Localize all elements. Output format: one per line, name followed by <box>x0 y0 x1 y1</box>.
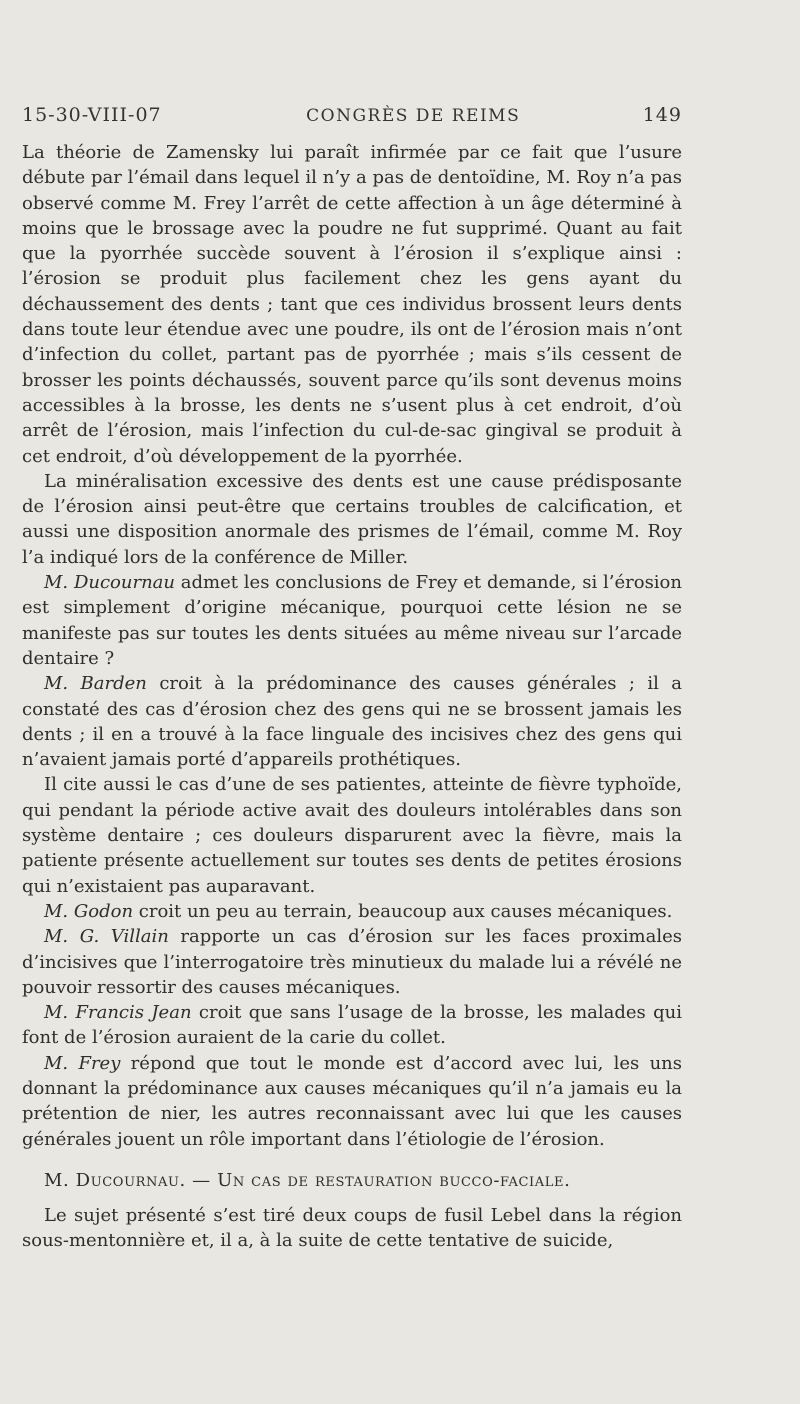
paragraph-text: admet les conclusions de Frey et demande, si l’érosion est simplement d’origine mécanique, pourquoi cette lésion ne se manifeste pas sur toutes les dents situées au même niveau sur l’arcade dentaire ? <box>22 572 682 669</box>
paragraph-text: répond que tout le monde est d’accord avec lui, les uns donnant la prédominance aux causes mécaniques qu’il n’a jamais eu la prétention de nier, les autres reconnaissant avec lui que les causes générales jouent un rôle important dans l’étiologie de l’érosion. <box>22 1052 682 1150</box>
speaker-name: M. Godon <box>44 900 134 922</box>
speaker-name: M. Francis Jean <box>44 1002 192 1024</box>
body-text <box>22 140 682 1253</box>
header-date: 15-30-VIII-07 <box>22 104 162 126</box>
paragraph <box>22 772 682 898</box>
section-title: Un cas de restauration bucco-faciale. <box>217 1169 571 1191</box>
paragraph <box>22 1000 682 1051</box>
paragraph-text: rapporte un cas d’érosion sur les faces proximales d’incisives que l’interrogatoire très minutieux du malade lui a révélé ne pouvoir ressortir des causes mécaniques. <box>22 926 682 998</box>
paragraph-text: croit que sans l’usage de la brosse, les malades qui font de l’érosion auraient de la carie du collet. <box>22 1002 682 1049</box>
paragraph-text: croit un peu au terrain, beaucoup aux causes mécaniques. <box>133 900 673 922</box>
section-author: M. Ducournau. <box>44 1169 186 1191</box>
paragraph <box>22 1051 682 1152</box>
speaker-name: M. Ducournau <box>44 572 175 594</box>
page-number: 149 <box>642 104 682 126</box>
paragraph-text: La théorie de Zamensky lui paraît infirmée par ce fait que l’usure débute par l’émail dans lequel il n’y a pas de dentoïdine, M. Roy n’a pas observé comme M. Frey l’arrêt de cette affection à un âge déterminé à moins que le brossage avec la poudre ne fut supprimé. Quant au fait que la pyorrhée succède souvent à l’érosion il s’explique ainsi : l’érosion se produit plus facilement chez les gens ayant du déchaussement des dents ; tant que ces individus brossent leurs dents dans toute leur étendue avec une poudre, ils ont de l’érosion mais n’ont d’infection du collet, partant pas de pyorrhée ; mais s’ils cessent de brosser les points déchaussés, souvent parce qu’ils sont devenus moins accessibles à la brosse, les dents ne s’usent plus à cet endroit, d’où arrêt de l’érosion, mais l’infection du cul-de-sac gingival se produit à cet endroit, d’où développement de la pyorrhée. <box>22 142 682 467</box>
header-title: CONGRÈS DE REIMS <box>306 106 521 126</box>
paragraph <box>22 924 682 1000</box>
paragraph <box>22 899 682 924</box>
speaker-name: M. Barden <box>44 673 147 695</box>
paragraph <box>22 570 682 671</box>
section-heading <box>22 1168 682 1193</box>
paragraph <box>22 469 682 570</box>
page <box>22 104 682 1253</box>
paragraph <box>22 671 682 772</box>
running-header <box>22 104 682 134</box>
section-separator: — <box>185 1169 218 1191</box>
paragraph-text: Le sujet présenté s’est tiré deux coups de fusil Lebel dans la région sous-mentonnière et, il a, à la suite de cette tentative de suicide, <box>22 1204 682 1252</box>
speaker-name: M. G. Villain <box>44 926 169 948</box>
paragraph-text: croit à la prédominance des causes générales ; il a constaté des cas d’érosion chez des gens qui ne se brossent jamais les dents ; il en a trouvé à la face linguale des incisives chez des gens qui n’avaient jamais porté d’appareils prothétiques. <box>22 673 682 771</box>
paragraph-text: La minéralisation excessive des dents est une cause prédisposante de l’érosion ainsi peut-être que certains troubles de calcification, et aussi une disposition anormale des prismes de l’émail, comme M. Roy l’a indiqué lors de la conférence de Miller. <box>22 470 682 568</box>
paragraph <box>22 1203 682 1254</box>
paragraph <box>22 140 682 469</box>
speaker-name: M. Frey <box>44 1052 121 1074</box>
paragraph-text: Il cite aussi le cas d’une de ses patientes, atteinte de fièvre typhoïde, qui pendant la période active avait des douleurs intolérables dans son système dentaire ; ces douleurs disparurent avec la fièvre, mais la patiente présente actuellement sur toutes ses dents de petites érosions qui n’existaient pas auparavant. <box>22 774 682 897</box>
